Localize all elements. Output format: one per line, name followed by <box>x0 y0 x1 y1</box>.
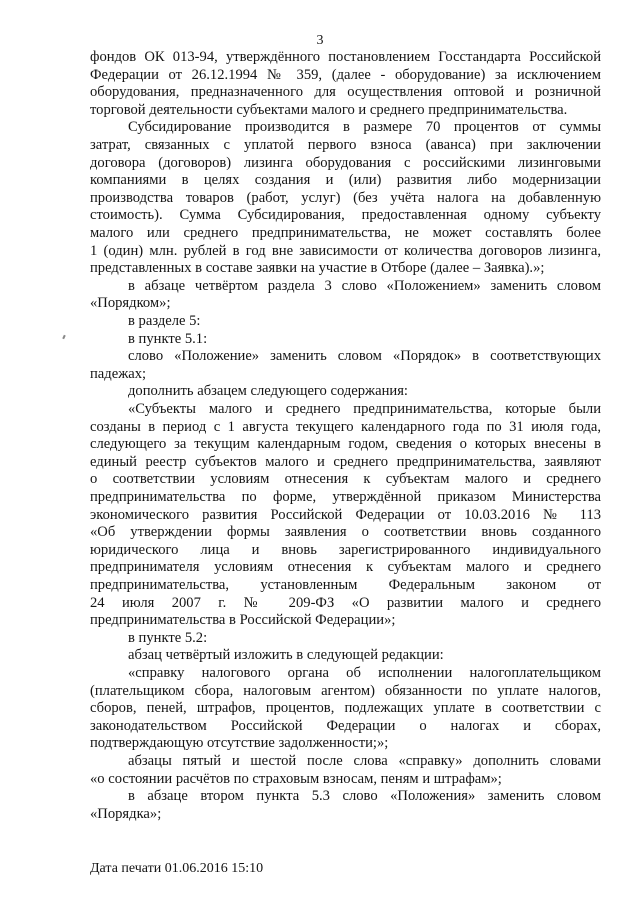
text-line: следующего за текущим календарным годом, сведения о которых внесены в <box>90 436 601 453</box>
text-line: 24 июля 2007 г. № 209-ФЗ «О развитии малого и среднего <box>90 594 601 611</box>
text-line: «Порядка»; <box>90 805 162 822</box>
text-line: оборудования, предназначенного для осуществления оптовой и розничной <box>90 84 601 101</box>
text-line: «справку налогового органа об исполнении налогоплательщиком <box>128 665 601 681</box>
text-line: «о состоянии расчётов по страховым взносам, пеням и штрафам»; <box>90 770 502 787</box>
text-line: законодательством Российской Федерации о налогах и сборах, <box>90 717 601 734</box>
text-line: «Порядком»; <box>90 295 171 312</box>
text-line: предпринимательства в Российской Федерации»; <box>90 612 396 629</box>
text-line: Субсидирование производится в размере 70 процентов от суммы <box>128 119 601 136</box>
text-line: в пункте 5.2: <box>128 629 208 646</box>
text-line: созданы в период с 1 августа текущего календарного года по 31 июля года, <box>90 418 601 435</box>
text-line: абзац четвёртый изложить в следующей редакции: <box>128 647 444 664</box>
text-line: (плательщиком сбора, налоговым агентом) обязанности по уплате налогов, <box>90 682 601 699</box>
text-line: о соответствии условиям отнесения к субъектам малого и среднего <box>90 471 601 488</box>
scan-speck <box>62 335 66 339</box>
text-line: предпринимательства по форме, утверждённой приказом Министерства <box>90 489 601 505</box>
text-line: 1 (один) млн. рублей в год вне зависимости от количества договоров лизинга, <box>90 242 601 259</box>
text-line: Федерации от 26.12.1994 № 359, (далее - оборудование) за исключением <box>90 66 601 83</box>
text-line: «Субъекты малого и среднего предпринимательства, которые были <box>128 401 601 417</box>
text-line: малого или среднего предпринимательства, не может составлять более <box>90 225 601 241</box>
print-date-footer: Дата печати 01.06.2016 15:10 <box>90 861 264 876</box>
text-line: торговой деятельности субъектами малого и среднего предпринимательства. <box>90 101 568 118</box>
text-line: падежах; <box>90 365 147 382</box>
text-line: компаниями в целях создания и (или) развития либо модернизации <box>90 172 601 189</box>
text-line: затрат, связанных с уплатой первого взноса (аванса) при заключении <box>90 137 601 153</box>
text-line: представленных в составе заявки на участие в Отборе (далее – Заявка).»; <box>90 260 545 277</box>
text-line: предпринимателя условиям отнесения к субъектам малого и среднего <box>90 559 601 576</box>
text-line: слово «Положение» заменить словом «Порядок» в соответствующих <box>128 348 601 365</box>
text-line: подтверждающую отсутствие задолженности;»; <box>90 735 389 752</box>
text-line: «Об утверждении формы заявления о соответствии вновь созданного <box>90 524 601 541</box>
text-line: договора (договоров) лизинга оборудования с российскими лизинговыми <box>90 154 601 171</box>
text-line: в разделе 5: <box>128 313 201 329</box>
text-line: стоимость). Сумма Субсидирования, предоставленная одному субъекту <box>90 207 601 224</box>
text-line: производства товаров (работ, услуг) (без учёта налога на добавленную <box>90 189 601 206</box>
text-line: юридического лица и вновь зарегистрированного индивидуального <box>90 541 601 558</box>
text-line: экономического развития Российской Федерации от 10.03.2016 № 113 <box>90 506 601 523</box>
text-line: сборов, пеней, штрафов, процентов, подлежащих уплате в соответствии с <box>90 700 601 717</box>
text-line: единый реестр субъектов малого и среднего предпринимательства, заявляют <box>90 453 601 470</box>
text-line: в пункте 5.1: <box>128 330 208 347</box>
text-line: в абзаце четвёртом раздела 3 слово «Положением» заменить словом <box>128 277 601 294</box>
text-line: в абзаце втором пункта 5.3 слово «Положения» заменить словом <box>128 788 601 805</box>
text-line: дополнить абзацем следующего содержания: <box>128 383 408 400</box>
page-number: 3 <box>316 33 324 48</box>
text-line: абзацы пятый и шестой после слова «справку» дополнить словами <box>128 753 601 769</box>
text-line: фондов ОК 013-94, утверждённого постановлением Госстандарта Российской <box>90 49 601 65</box>
text-line: предпринимательства, установленным Федеральным законом от <box>90 577 601 593</box>
